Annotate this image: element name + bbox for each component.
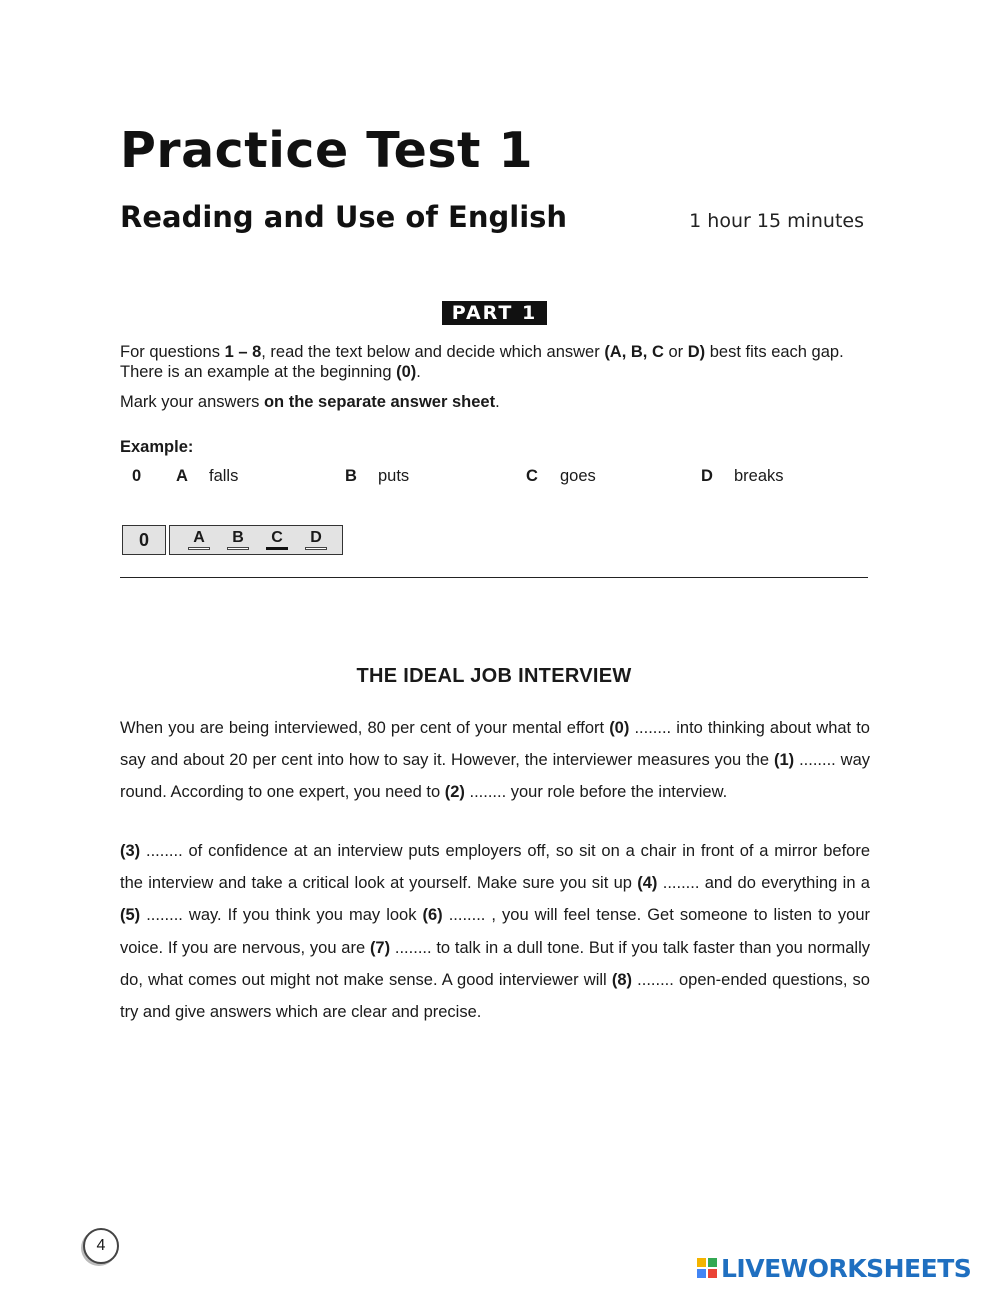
- example-option-d: D breaks: [701, 467, 784, 485]
- gap-8: (8): [611, 970, 633, 989]
- answer-bubble-b: [227, 547, 249, 550]
- answer-bubble-d: [305, 547, 327, 550]
- gap-1: (1): [773, 751, 795, 770]
- answer-letter-b: B: [232, 529, 244, 546]
- logo-blocks-icon: [697, 1258, 717, 1278]
- divider: [120, 577, 868, 578]
- answer-bubble-a: [188, 547, 210, 550]
- example-number: 0: [132, 467, 142, 485]
- page-title: Practice Test 1: [120, 122, 534, 179]
- gap-2: (2): [444, 783, 465, 802]
- instructions: [120, 342, 880, 412]
- instruction-line-1: For questions 1 – 8, read the text below and decide which answer (A, B, C or D) best fits each gap. There is an example at the beginning (0).: [120, 343, 844, 381]
- answer-sheet-grid: [169, 525, 343, 555]
- article-paragraph-2: (3) ........ of confidence at an interview puts employers off, so sit on a chair in front of a mirror before the interview and take a critical look at yourself. Make sure you sit up (4) ........ and do everything in a (5) ........ way. If you think you may look (6) ........ , you will feel tense. Get someone to listen to your voice. If you are nervous, you are (7) ........ to talk in a dull tone. But if you talk faster than you normally do, what comes out might not make sense. A good interviewer will (8) ........ open-ended questions, so try and give answers which are clear and precise.: [120, 842, 870, 1022]
- article-paragraph-1: When you are being interviewed, 80 per cent of your mental effort (0) ........ into thinking about what to say and about 20 per cent into how to say it. However, the interviewer measures you the (1) ........ way round. According to one expert, you need to (2) ........ your role before the interview.: [120, 719, 870, 802]
- gap-5: (5): [120, 906, 141, 925]
- section-title: Reading and Use of English: [120, 200, 568, 234]
- gap-6: (6): [422, 906, 443, 925]
- answer-sheet-number: 0: [122, 525, 166, 555]
- example-option-c: C goes: [526, 467, 596, 485]
- answer-letter-a: A: [193, 529, 205, 546]
- gap-3: (3): [120, 842, 141, 860]
- liveworksheets-logo[interactable]: [697, 1252, 971, 1284]
- answer-bubble-c: [266, 547, 288, 550]
- article-title: THE IDEAL JOB INTERVIEW: [356, 665, 632, 687]
- logo-text: LIVEWORKSHEETS: [721, 1253, 972, 1283]
- part-badge: PART 1: [442, 301, 547, 325]
- answer-letter-d: D: [310, 529, 322, 546]
- answer-letter-c: C: [271, 529, 283, 546]
- example-option-a: A falls: [176, 467, 239, 485]
- gap-0: (0): [609, 719, 630, 737]
- example-option-b: B puts: [345, 467, 410, 485]
- example-label: Example:: [120, 438, 194, 456]
- gap-7: (7): [369, 938, 391, 957]
- page-number: 4: [83, 1228, 119, 1264]
- instruction-line-2: Mark your answers on the separate answer sheet.: [120, 393, 500, 411]
- gap-4: (4): [637, 874, 658, 893]
- test-duration: 1 hour 15 minutes: [689, 210, 864, 232]
